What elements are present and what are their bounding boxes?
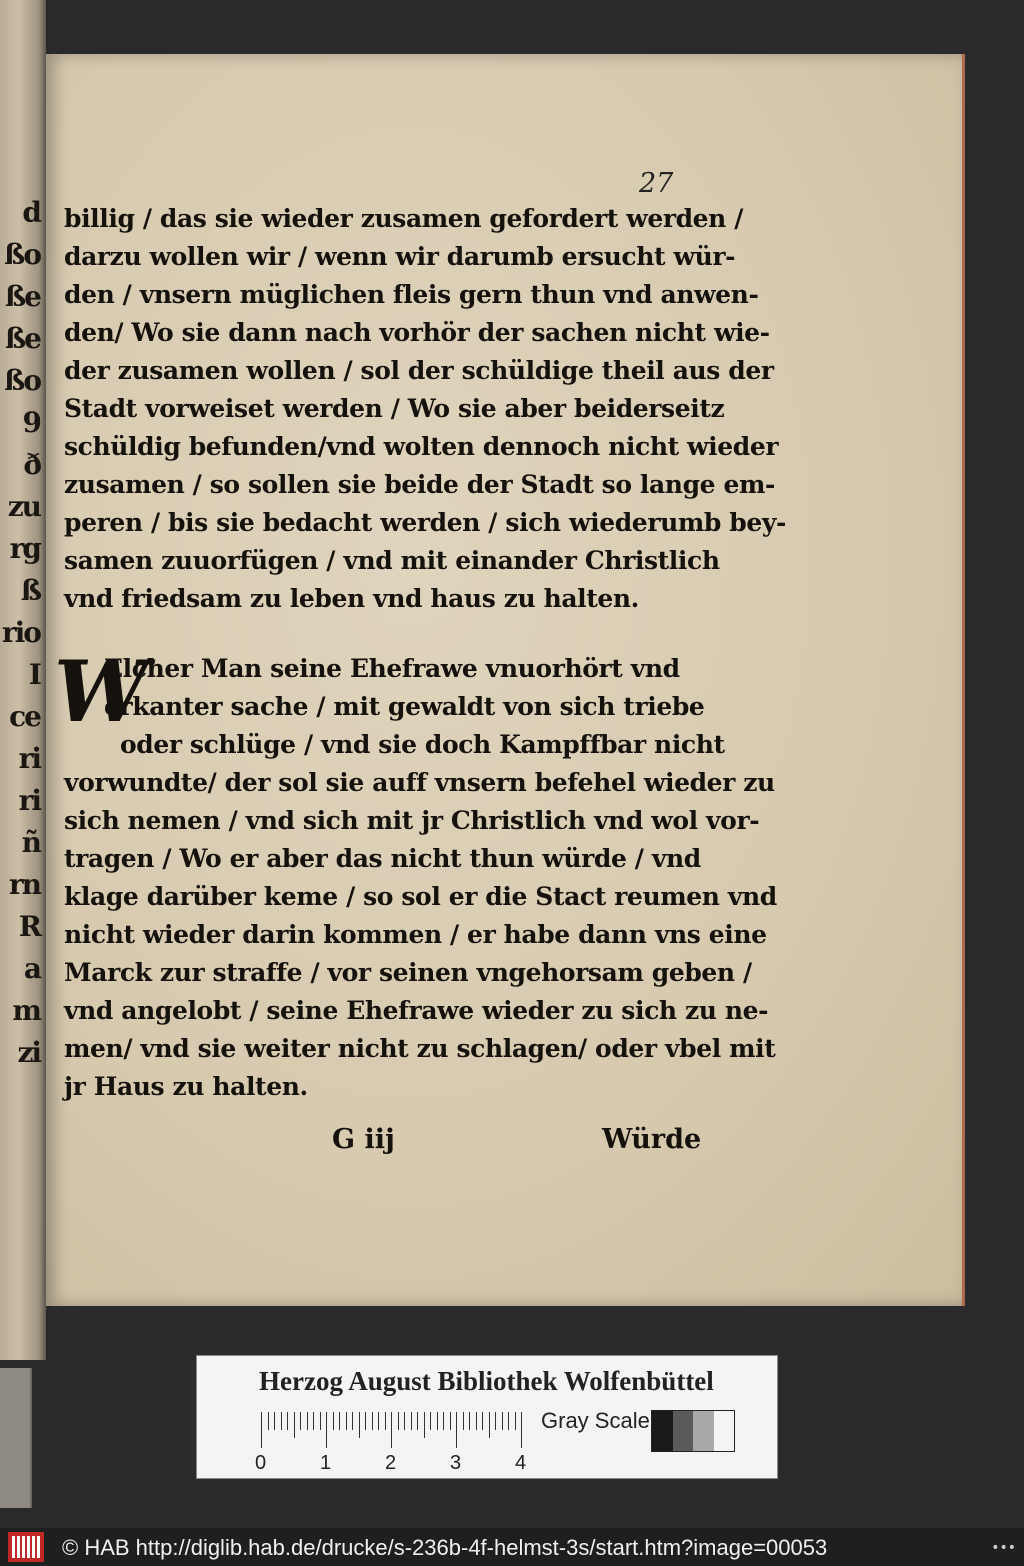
left-page-text-fragment: ße (4, 322, 40, 355)
ruler-scale (261, 1412, 523, 1448)
ruler-tick (274, 1412, 275, 1430)
text-line: nicht wieder darin kommen / er habe dann vns eine (64, 920, 767, 949)
left-page-text-fragment: ßo (4, 364, 40, 397)
ruler-tick (372, 1412, 373, 1430)
text-line: vnd friedsam zu leben vnd haus zu halten. (64, 584, 639, 613)
text-line: vorwundte/ der sol sie auff vnsern befehel wieder zu (64, 768, 775, 797)
hab-logo-icon[interactable] (8, 1532, 44, 1562)
ruler-tick (268, 1412, 269, 1430)
left-page-text-fragment: rg (9, 532, 40, 565)
text-line: Elcher Man seine Ehefrawe vnuorhört vnd (104, 654, 680, 683)
left-page-text-fragment: ri (18, 742, 40, 775)
left-page-text-fragment: R (18, 910, 40, 943)
ruler-tick (417, 1412, 418, 1430)
left-page-text-fragment: ßo (4, 238, 40, 271)
ruler-tick (495, 1412, 496, 1430)
gray-scale-label: Gray Scale (541, 1408, 650, 1433)
ruler-tick (437, 1412, 438, 1430)
ruler-number: 3 (450, 1452, 462, 1474)
ruler-tick (300, 1412, 301, 1430)
ruler-tick (443, 1412, 444, 1430)
text-line: oder schlüge / vnd sie doch Kampffbar nicht (120, 730, 725, 759)
ruler-number: 2 (385, 1452, 397, 1474)
ruler-tick (502, 1412, 503, 1430)
paragraph-1 (64, 200, 786, 618)
left-page-text-fragment: ñ (21, 826, 40, 859)
ruler-tick (346, 1412, 347, 1430)
gray-scale-swatches (651, 1410, 735, 1452)
ruler-tick (430, 1412, 431, 1430)
ruler-tick (424, 1412, 425, 1438)
left-page-text-fragment: zu (7, 490, 40, 523)
text-line: jr Haus zu halten. (64, 1072, 308, 1101)
catchword: Würde (602, 1124, 702, 1155)
left-page-text-fragment: ß (20, 574, 40, 607)
text-line: der zusamen wollen / sol der schüldige theil aus der (64, 356, 774, 385)
text-line: men/ vnd sie weiter nicht zu schlagen/ oder vbel mit (64, 1034, 776, 1063)
left-page-text-fragment: rio (1, 616, 40, 649)
footer-link[interactable]: © HAB http://diglib.hab.de/drucke/s-236b-4f-helmst-3s/start.htm?image=00053 (62, 1535, 828, 1560)
gray-swatch (673, 1411, 694, 1451)
left-page-text-fragment: zi (17, 1036, 40, 1069)
ruler-tick (482, 1412, 483, 1430)
left-page-text-fragment: ri (18, 784, 40, 817)
gray-swatch (714, 1411, 735, 1451)
ruler-tick (385, 1412, 386, 1430)
text-line: den/ Wo sie dann nach vorhör der sachen nicht wie- (64, 318, 770, 347)
gray-swatch (693, 1411, 714, 1451)
ruler-tick (450, 1412, 451, 1430)
left-page-text-fragment: m (12, 994, 40, 1027)
text-line: klage darüber keme / so sol er die Stact reumen vnd (64, 882, 777, 911)
text-line: billig / das sie wieder zusamen gefordert werden / (64, 204, 743, 233)
text-line: schüldig befunden/vnd wolten dennoch nicht wieder (64, 432, 779, 461)
ruler-tick (281, 1412, 282, 1430)
ruler-tick (307, 1412, 308, 1430)
ruler-tick (489, 1412, 490, 1438)
ruler-tick (320, 1412, 321, 1430)
book-page (46, 54, 965, 1306)
left-page-text-fragment: ce (9, 700, 40, 733)
paragraph-2 (64, 650, 777, 1106)
ruler-tick (339, 1412, 340, 1430)
decorated-initial: W (54, 642, 149, 741)
more-options-icon[interactable]: ••• (991, 1540, 1016, 1556)
text-line: vnd angelobt / seine Ehefrawe wieder zu sich zu ne- (64, 996, 769, 1025)
left-page-text-fragment: I (28, 658, 40, 691)
ruler-tick (294, 1412, 295, 1438)
ruler-number: 4 (515, 1452, 527, 1474)
left-page-text-fragment: 9 (22, 406, 40, 439)
text-line: zusamen / so sollen sie beide der Stadt so lange em- (64, 470, 775, 499)
page-number: 27 (639, 168, 674, 199)
ruler-tick (398, 1412, 399, 1430)
ruler-tick (313, 1412, 314, 1430)
ruler-tick (359, 1412, 360, 1438)
ruler-tick (404, 1412, 405, 1430)
left-page-text-fragment: ße (4, 280, 40, 313)
ruler-tick (261, 1412, 262, 1448)
text-line: darzu wollen wir / wenn wir darumb ersucht wür- (64, 242, 736, 271)
ruler-tick (463, 1412, 464, 1430)
gray-swatch (652, 1411, 673, 1451)
ruler-tick (476, 1412, 477, 1430)
left-page-text-fragment: ð (23, 448, 40, 481)
library-name: Herzog August Bibliothek Wolfenbüttel (259, 1366, 714, 1396)
text-line: tragen / Wo er aber das nicht thun würde / vnd (64, 844, 701, 873)
ruler-number: 0 (255, 1452, 267, 1474)
text-line: erkanter sache / mit gewaldt von sich triebe (104, 692, 705, 721)
text-line: sich nemen / vnd sich mit jr Christlich vnd wol vor- (64, 806, 760, 835)
ruler-tick (515, 1412, 516, 1430)
calibration-card (196, 1355, 778, 1479)
text-line: Stadt vorweiset werden / Wo sie aber beiderseitz (64, 394, 725, 423)
left-page-label-strip (0, 1368, 32, 1508)
ruler-tick (521, 1412, 522, 1448)
left-page-text-fragment: a (23, 952, 40, 985)
ruler-tick (391, 1412, 392, 1448)
left-page-text-fragment: rn (8, 868, 40, 901)
ruler-number: 1 (320, 1452, 332, 1474)
ruler-tick (326, 1412, 327, 1448)
left-neighbour-page (0, 0, 46, 1360)
text-line: samen zuuorfügen / vnd mit einander Christlich (64, 546, 720, 575)
ruler-tick (352, 1412, 353, 1430)
ruler-tick (508, 1412, 509, 1430)
footer-bar (0, 1528, 1024, 1566)
ruler-tick (411, 1412, 412, 1430)
text-line: peren / bis sie bedacht werden / sich wiederumb bey- (64, 508, 786, 537)
ruler-tick (456, 1412, 457, 1448)
text-line: Marck zur straffe / vor seinen vngehorsam geben / (64, 958, 752, 987)
ruler-numbers (255, 1452, 555, 1474)
text-line: den / vnsern müglichen fleis gern thun vnd anwen- (64, 280, 759, 309)
ruler-tick (287, 1412, 288, 1430)
signature-mark: G iij (332, 1124, 395, 1155)
ruler-tick (469, 1412, 470, 1430)
ruler-tick (333, 1412, 334, 1430)
ruler-tick (365, 1412, 366, 1430)
left-page-text-fragment: d (22, 196, 40, 229)
ruler-tick (378, 1412, 379, 1430)
